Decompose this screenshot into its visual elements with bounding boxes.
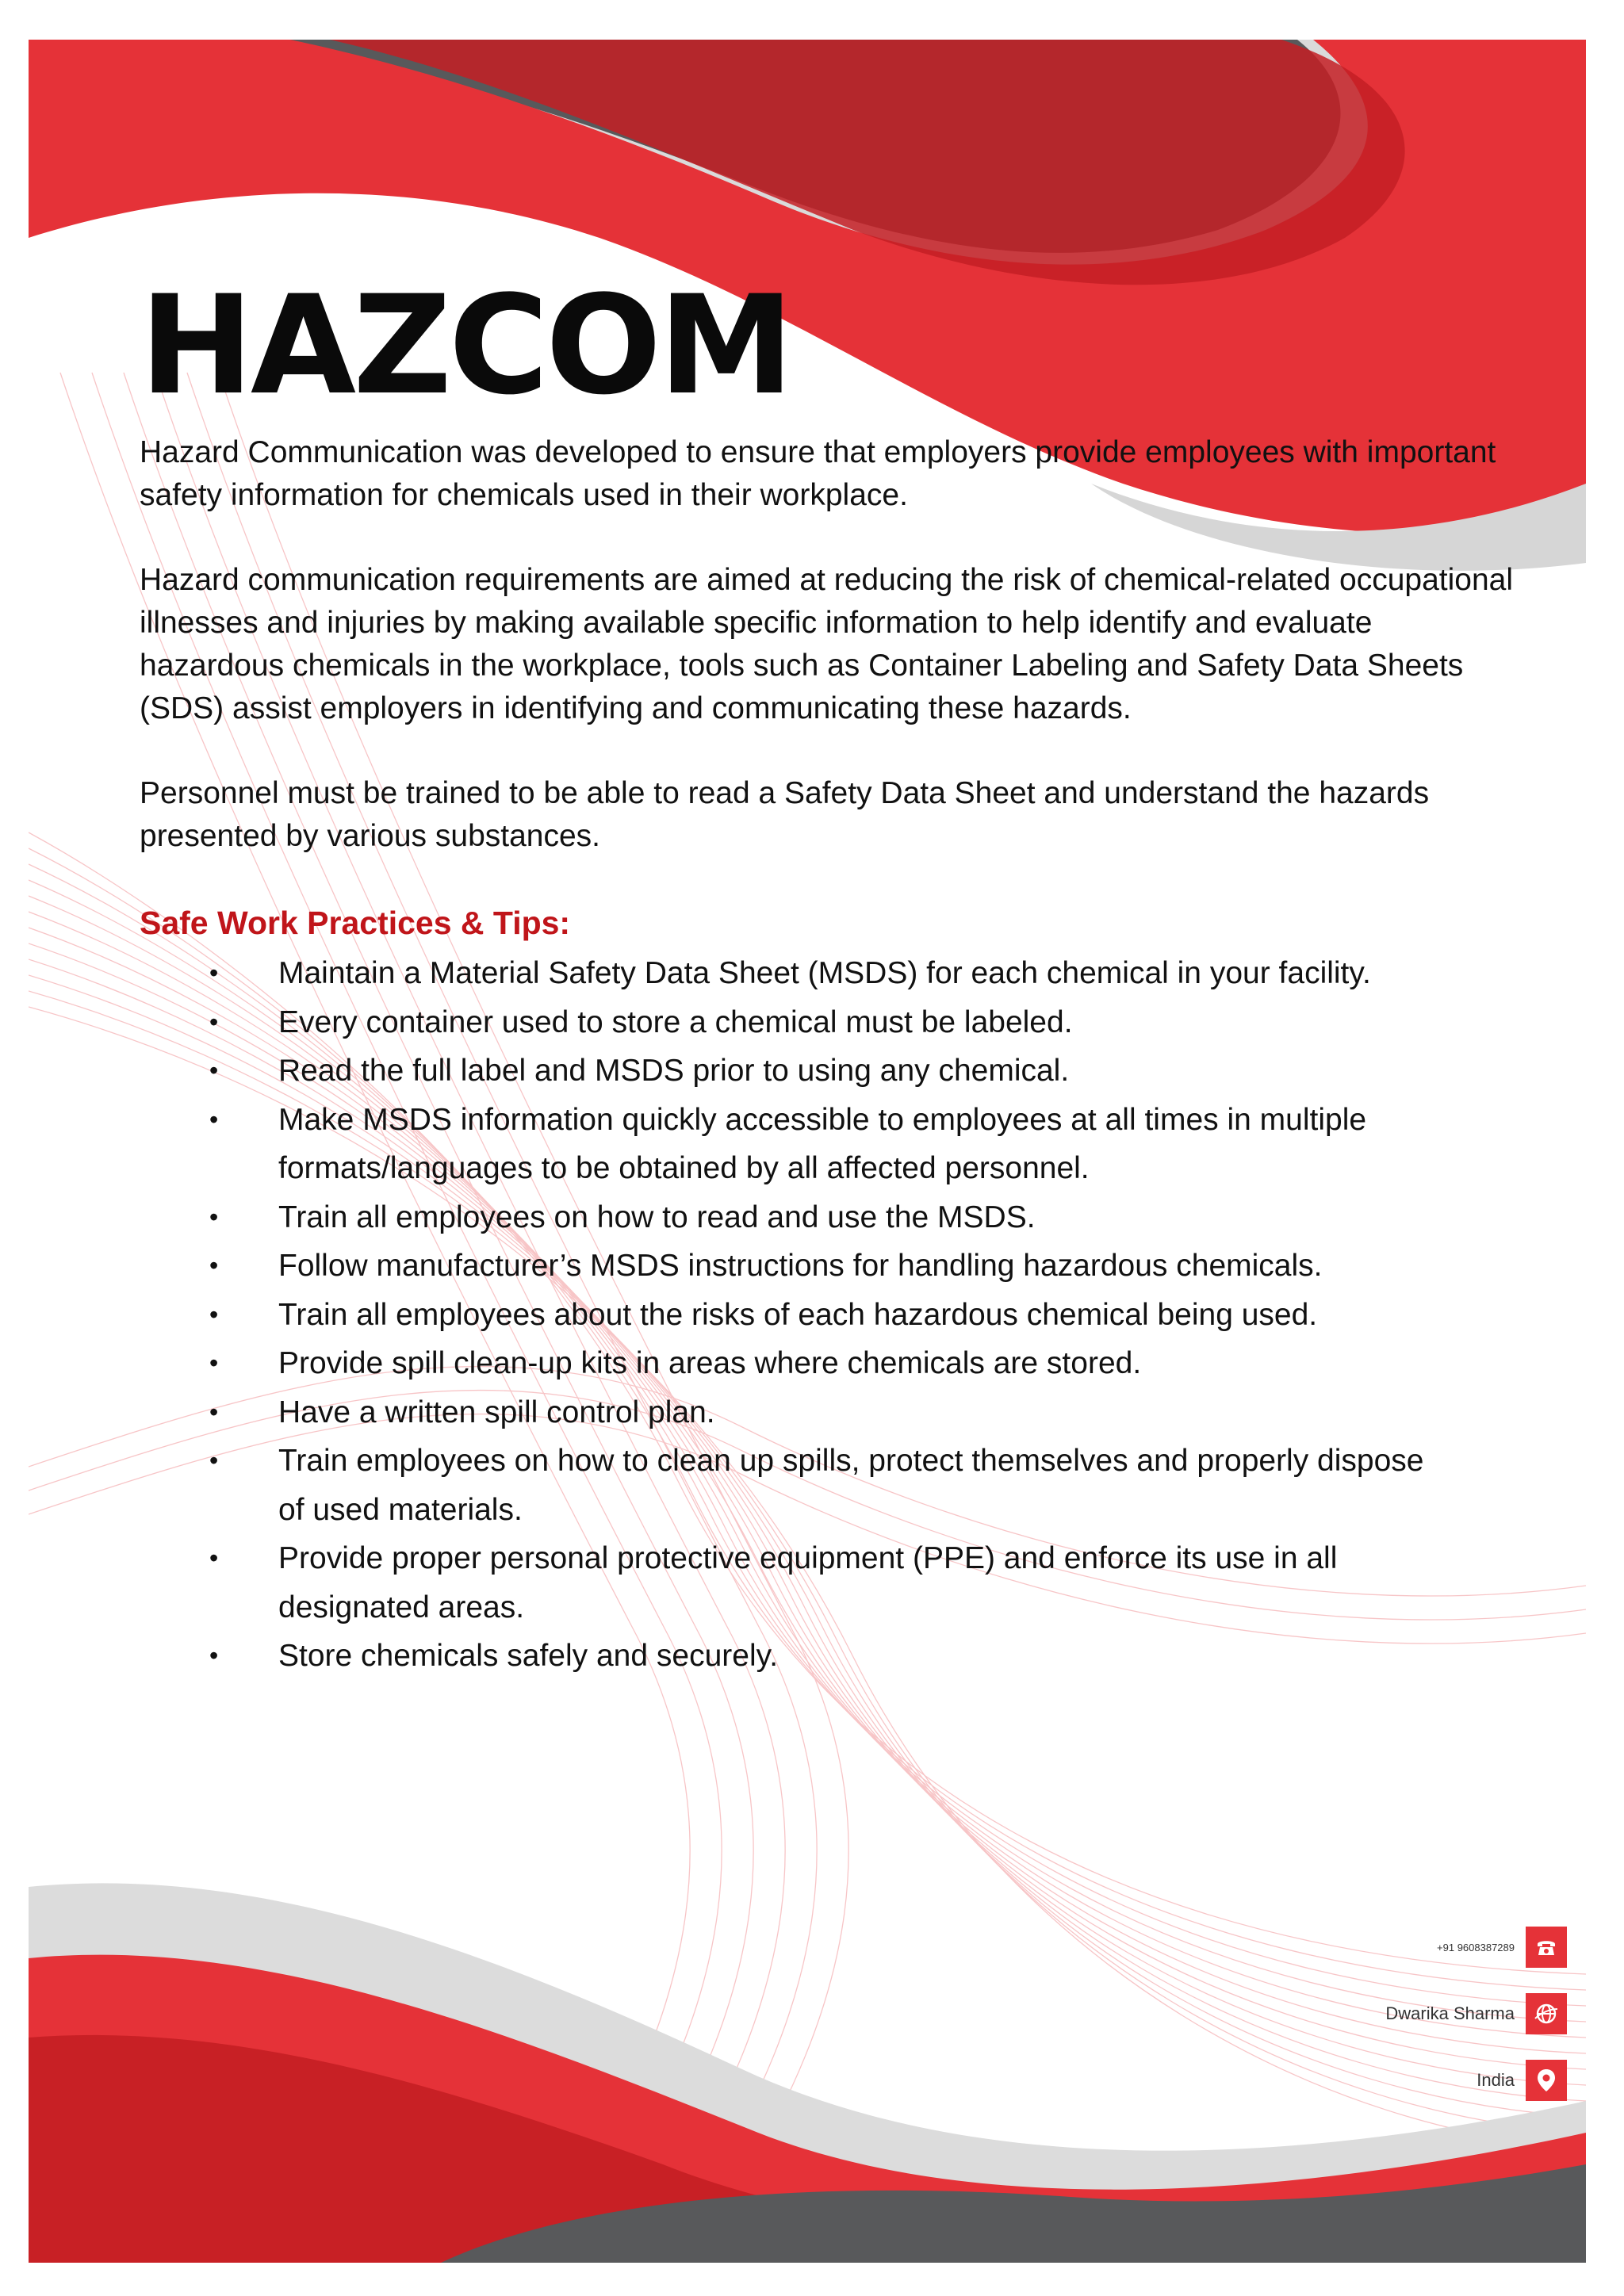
bullet-icon: •	[209, 1299, 219, 1329]
list-item	[140, 1096, 1519, 1193]
list-item	[140, 998, 1519, 1047]
list-item	[140, 1534, 1519, 1632]
location-pin-icon	[1526, 2060, 1567, 2101]
page-title: HAZCOM	[140, 266, 791, 425]
intro-paragraph: Hazard Communication was developed to ensure that employers provide employees with important safety information for chemicals used in their workplace.	[140, 435, 1496, 512]
list-item	[140, 1388, 1519, 1437]
bullet-icon: •	[209, 1104, 219, 1134]
bullet-icon: •	[209, 1544, 219, 1572]
list-item-text: Train all employees on how to read and use the MSDS.	[278, 1200, 1036, 1234]
list-item	[140, 949, 1519, 998]
list-item-text: Train all employees about the risks of each hazardous chemical being used.	[278, 1297, 1318, 1332]
contact-phone	[1329, 1927, 1567, 1968]
bullet-icon: •	[209, 1056, 219, 1085]
list-item-text: Provide spill clean-up kits in areas where chemicals are stored.	[278, 1346, 1142, 1380]
list-item-text: Read the full label and MSDS prior to using any chemical.	[278, 1054, 1070, 1088]
bullet-icon: •	[209, 1397, 219, 1426]
list-item	[140, 1193, 1519, 1242]
phone-icon	[1526, 1927, 1567, 1968]
main-content	[140, 266, 1519, 1681]
bullet-icon: •	[209, 1251, 219, 1280]
list-item-text: Follow manufacturer’s MSDS instructions for handling hazardous chemicals.	[278, 1249, 1323, 1283]
list-item-text: Make MSDS information quickly accessible to employees at all times in multiple formats/languages to be obtained by all affected personnel.	[278, 1102, 1367, 1185]
list-item	[140, 1632, 1519, 1681]
list-item	[140, 1047, 1519, 1096]
bullet-icon: •	[209, 1007, 219, 1036]
contact-name-text: Dwarika Sharma	[1385, 2003, 1515, 2023]
phone-number: +91 9608387289	[1437, 1941, 1515, 1954]
flyer-page	[29, 40, 1586, 2263]
training-paragraph: Personnel must be trained to be able to read a Safety Data Sheet and understand the hazards presented by various substances.	[140, 776, 1430, 853]
location-text: India	[1477, 2070, 1515, 2090]
list-item-text: Every container used to store a chemical must be labeled.	[278, 1004, 1073, 1039]
list-item	[140, 1437, 1519, 1534]
list-item-text: Train employees on how to clean up spills, protect themselves and properly dispose of used materials.	[278, 1444, 1424, 1527]
globe-icon	[1526, 1993, 1567, 2034]
bullet-icon: •	[209, 1446, 219, 1475]
bullet-icon: •	[209, 1641, 219, 1670]
contact-location	[1329, 2060, 1567, 2101]
section-heading: Safe Work Practices & Tips:	[140, 905, 571, 941]
bullet-icon: •	[209, 1202, 219, 1231]
list-item-text: Store chemicals safely and securely.	[278, 1639, 779, 1673]
list-item	[140, 1242, 1519, 1291]
list-item	[140, 1291, 1519, 1340]
list-item-text: Provide proper personal protective equipment (PPE) and enforce its use in all designated areas.	[278, 1541, 1338, 1624]
list-item-text: Have a written spill control plan.	[278, 1395, 715, 1429]
contact-name	[1329, 1993, 1567, 2034]
tips-list	[140, 949, 1519, 1681]
bullet-icon: •	[209, 1349, 219, 1377]
list-item	[140, 1339, 1519, 1388]
list-item-text: Maintain a Material Safety Data Sheet (MSDS) for each chemical in your facility.	[278, 956, 1371, 990]
bullet-icon: •	[209, 959, 219, 987]
requirements-paragraph: Hazard communication requirements are aimed at reducing the risk of chemical-related occupational illnesses and injuries by making available specific information to help identify and evaluate hazardous chemicals in the workplace, tools such as Container Labeling and Safety Data Sheets (SDS) assist employers in identifying and communicating these hazards.	[140, 563, 1514, 725]
